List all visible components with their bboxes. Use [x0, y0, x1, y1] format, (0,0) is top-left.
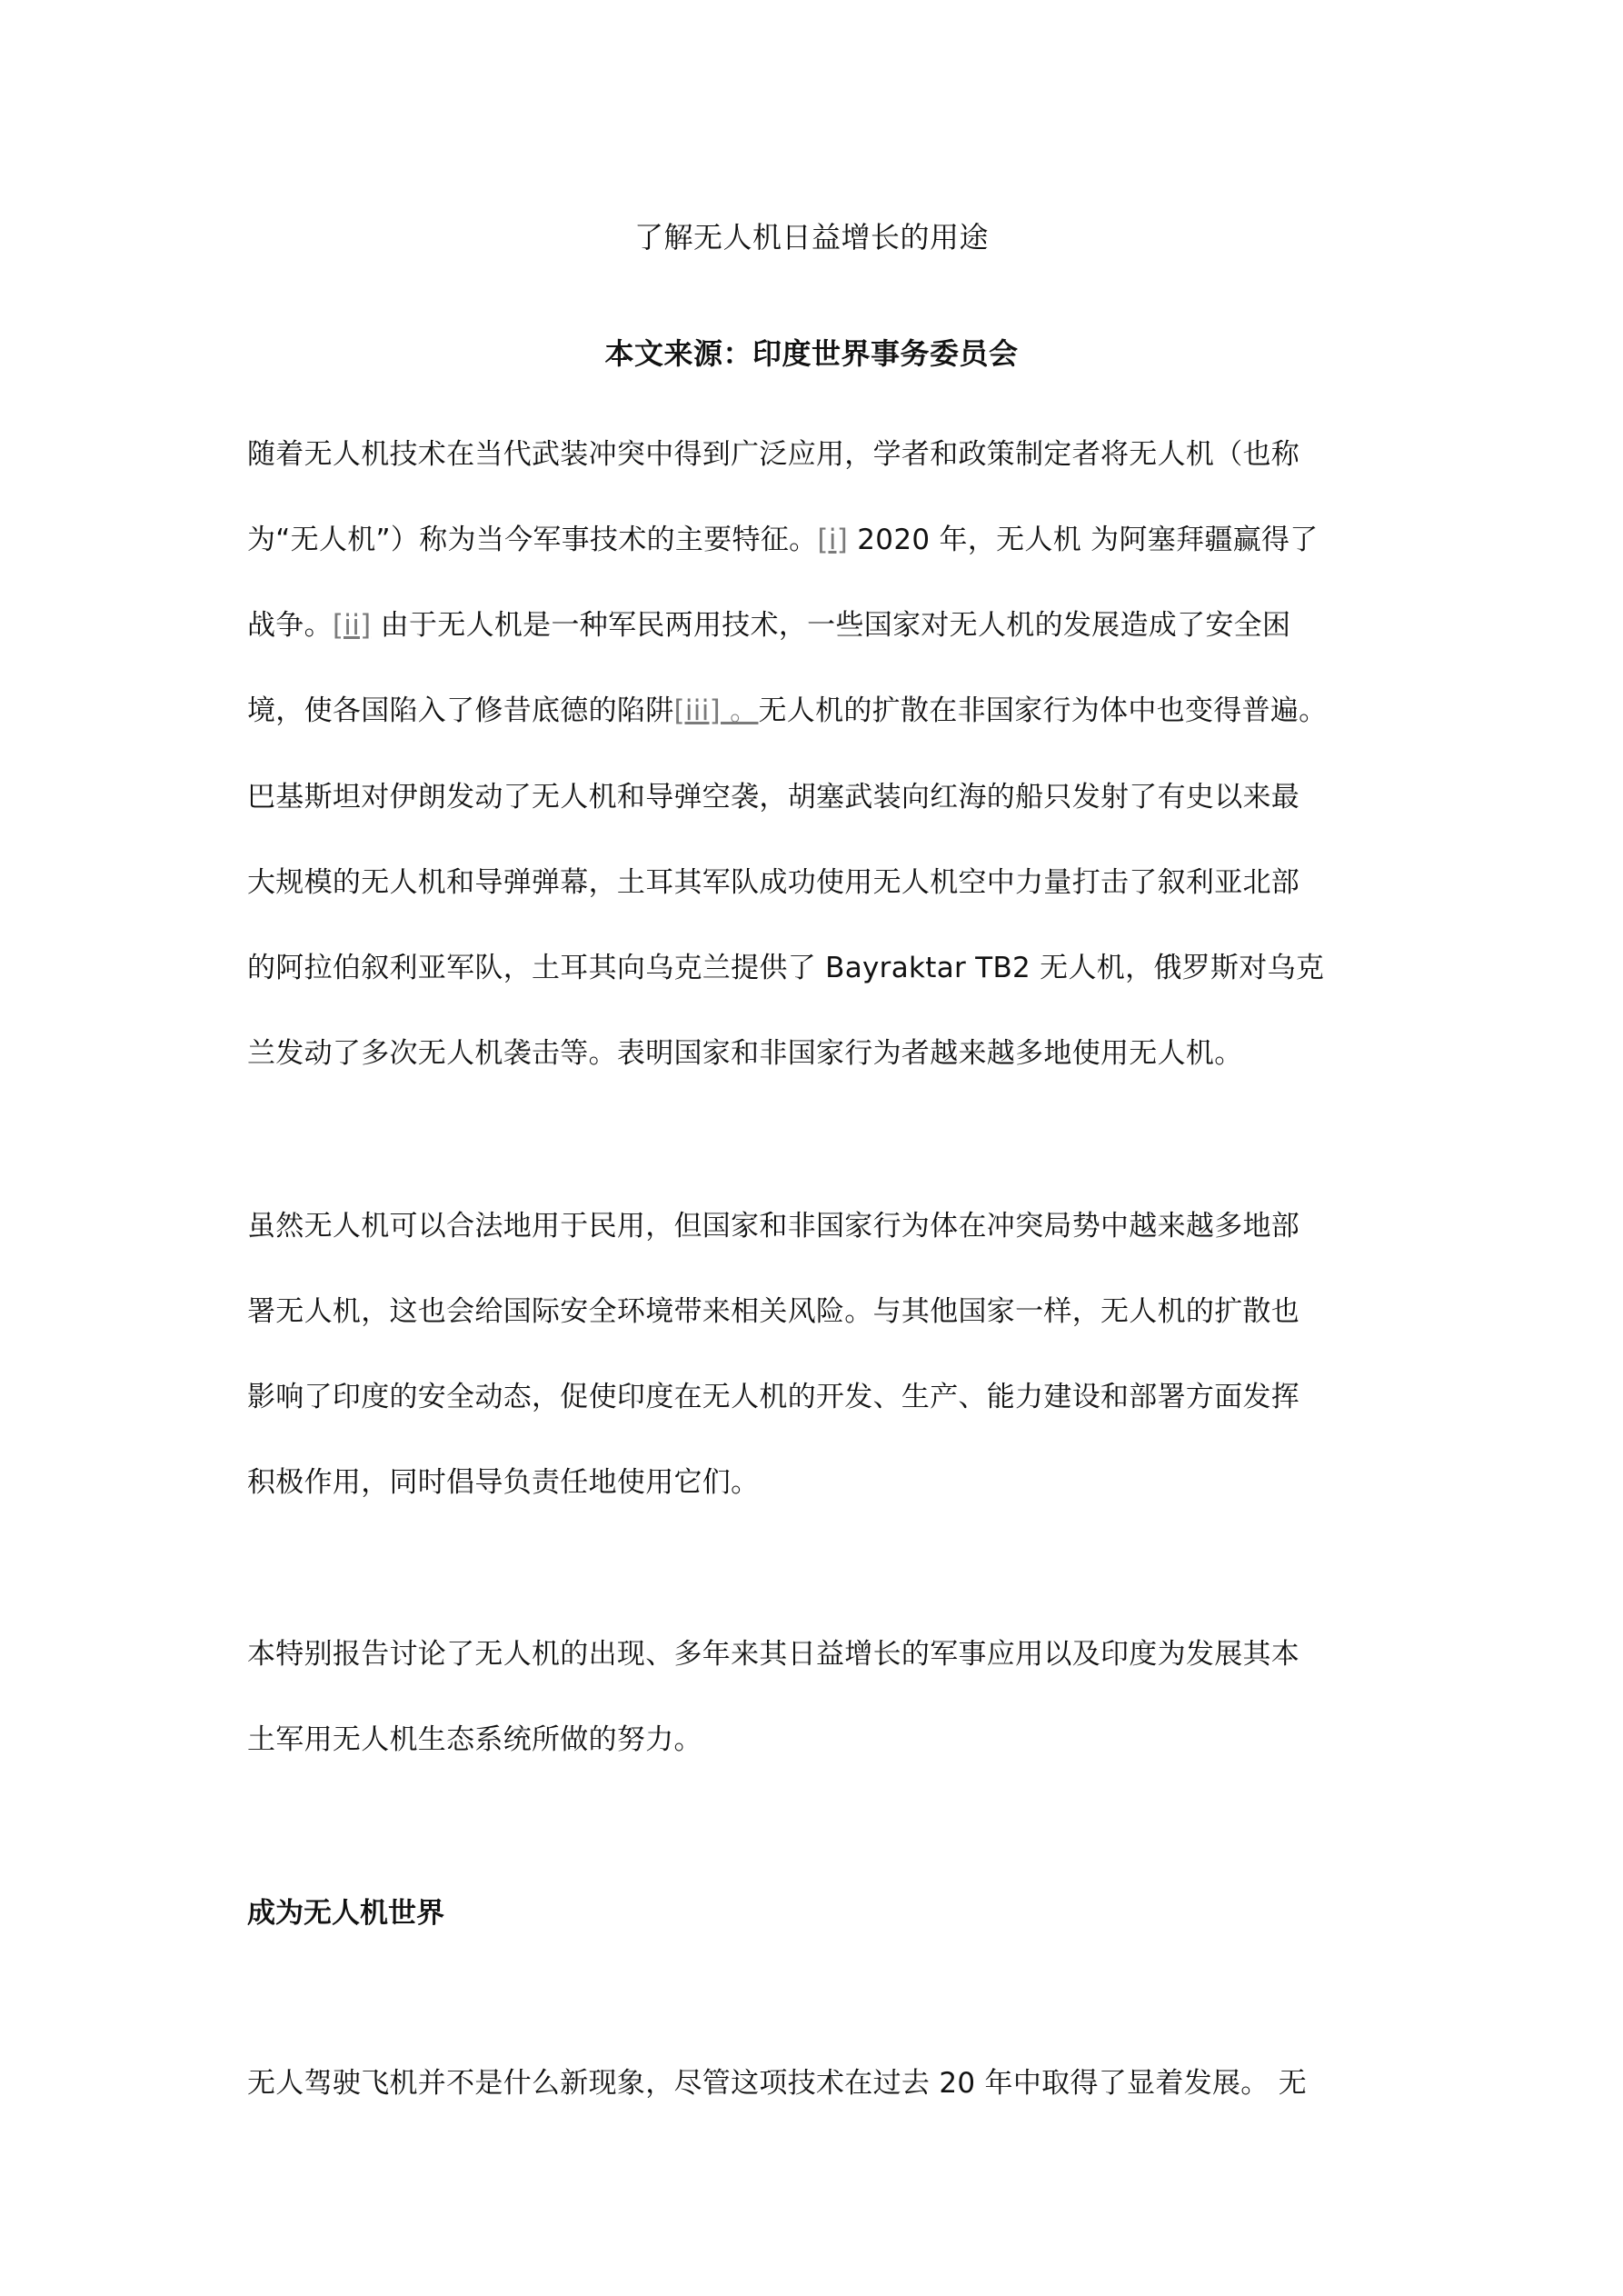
- paragraph-line: 署无人机，这也会给国际安全环境带来相关风险。与其他国家一样，无人机的扩散也: [247, 1295, 1300, 1328]
- paragraph-line: 大规模的无人机和导弹弹幕，土耳其军队成功使用无人机空中力量打击了叙利亚北部: [247, 866, 1300, 899]
- paragraph-line: 的阿拉伯叙利亚军队，土耳其向乌克兰提供了 Bayraktar TB2 无人机，俄罗斯对乌克: [247, 952, 1325, 984]
- paragraph-line: 积极作用，同时倡导负责任地使用它们。: [247, 1466, 760, 1499]
- paragraph-line: 影响了印度的安全动态，促使印度在无人机的开发、生产、能力建设和部署方面发挥: [247, 1381, 1300, 1413]
- document-source: 本文来源：印度世界事务委员会: [604, 336, 1019, 371]
- text-span: 战争。: [247, 609, 333, 642]
- footnote-link-3[interactable]: [iii] 。: [673, 694, 759, 727]
- document-title: 了解无人机日益增长的用途: [633, 220, 989, 255]
- text-span: 无人机的扩散在非国家行为体中也变得普遍。: [758, 694, 1328, 727]
- paragraph-line: [247, 691, 1327, 731]
- footnote-link-1[interactable]: [i]: [817, 524, 849, 556]
- paragraph-line: 巴基斯坦对伊朗发动了无人机和导弹空袭，胡塞武装向红海的船只发射了有史以来最: [247, 781, 1300, 814]
- paragraph-line: [247, 605, 1290, 645]
- text-span: 2020 年，无人机 为阿塞拜疆赢得了: [848, 524, 1319, 556]
- paragraph-line: 随着无人机技术在当代武装冲突中得到广泛应用，学者和政策制定者将无人机（也称: [247, 438, 1300, 471]
- paragraph-line: 无人驾驶飞机并不是什么新现象，尽管这项技术在过去 20 年中取得了显着发展。 无: [247, 2067, 1308, 2100]
- text-span: 由于无人机是一种军民两用技术，一些国家对无人机的发展造成了安全困: [371, 609, 1291, 642]
- paragraph-line: [247, 520, 1319, 560]
- text-span: 境，使各国陷入了修昔底德的陷阱: [247, 694, 674, 727]
- paragraph-line: 本特别报告讨论了无人机的出现、多年来其日益增长的军事应用以及印度为发展其本: [247, 1638, 1300, 1671]
- paragraph-line: 土军用无人机生态系统所做的努力。: [247, 1723, 702, 1756]
- text-span: 为“无人机”）称为当今军事技术的主要特征。: [247, 524, 818, 556]
- footnote-link-2[interactable]: [ii]: [332, 609, 372, 642]
- section-heading: 成为无人机世界: [247, 1897, 444, 1930]
- paragraph-line: 虽然无人机可以合法地用于民用，但国家和非国家行为体在冲突局势中越来越多地部: [247, 1210, 1300, 1243]
- paragraph-line: 兰发动了多次无人机袭击等。表明国家和非国家行为者越来越多地使用无人机。: [247, 1037, 1243, 1070]
